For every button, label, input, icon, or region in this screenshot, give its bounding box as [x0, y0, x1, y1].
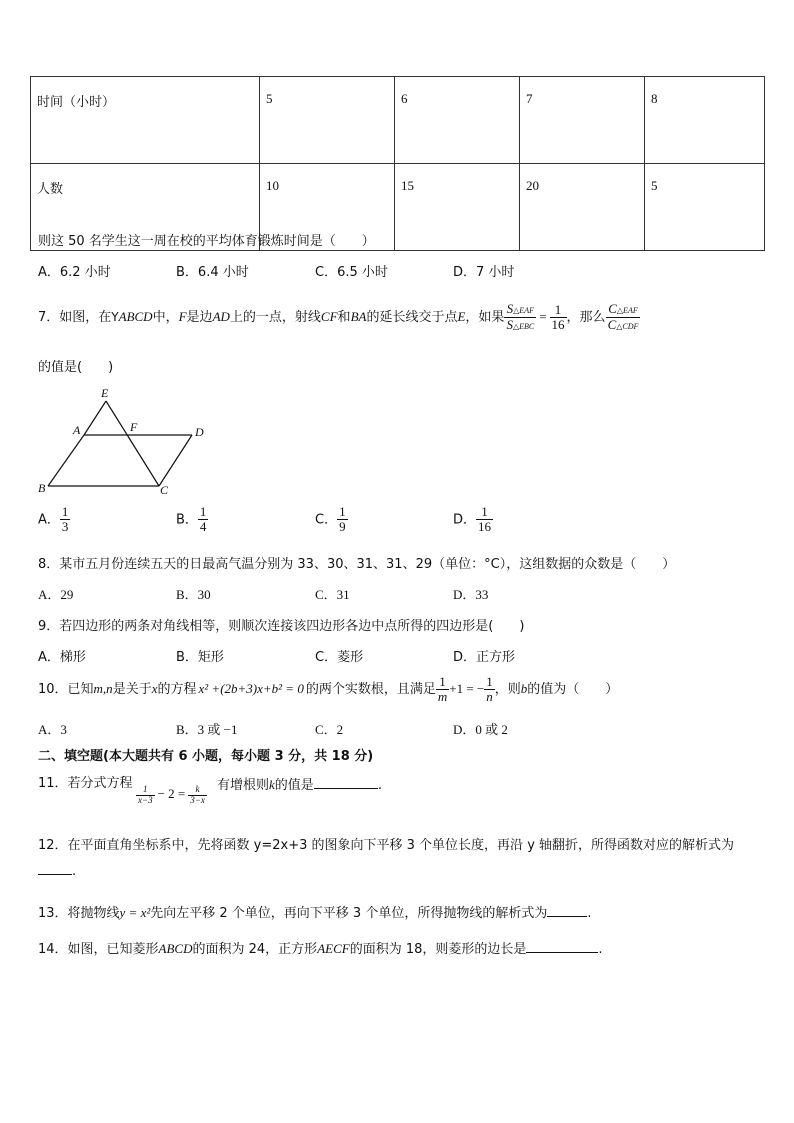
- q7-var-cf: CF: [320, 309, 338, 324]
- label-c: C: [160, 483, 169, 496]
- q7-text: 上的一点，射线: [229, 310, 321, 325]
- table-cell: 人数: [31, 164, 260, 251]
- numerator: 1: [61, 504, 69, 519]
- option-fraction: [60, 505, 71, 535]
- s-letter: S: [506, 300, 514, 316]
- q10-stem: [38, 672, 618, 707]
- answer-blank[interactable]: [38, 874, 72, 875]
- one-sixteenth-fraction: [550, 303, 567, 333]
- plus-one-equals: +1 = −: [449, 681, 485, 696]
- q11-stem: [38, 770, 133, 798]
- numerator: k: [188, 785, 207, 796]
- q7-text: ，那么: [566, 310, 606, 325]
- denominator: 4: [199, 519, 207, 535]
- denominator: 3−x: [190, 794, 205, 805]
- table-cell: 7: [520, 77, 645, 164]
- q8-option-c: C．31: [315, 587, 350, 602]
- q10-var-x: x: [151, 681, 158, 696]
- option-label: B．: [176, 512, 198, 528]
- quadratic-equation: x² +(2b+3)x+b² = 0: [198, 681, 304, 696]
- s-subscript: △EBC: [512, 322, 535, 331]
- q7-var-abcd: ABCD: [118, 309, 153, 324]
- answer-blank[interactable]: [547, 916, 587, 917]
- q7-stem: [38, 300, 640, 335]
- q14-text: 的面积为 24，正方形: [192, 942, 318, 957]
- q7-option-a: [38, 505, 70, 535]
- q7-text: 的延长线交于点: [366, 310, 458, 325]
- segment-ba: [48, 435, 84, 486]
- q7-var-f: F: [178, 309, 187, 324]
- label-f: F: [130, 420, 138, 434]
- option-fraction: [476, 505, 493, 535]
- k-over-3-minus-x-fraction: [188, 785, 207, 806]
- q11-var-k: k: [269, 777, 275, 792]
- q10-option-b: B．3 或 −1: [176, 722, 238, 737]
- table-cell: 20: [520, 164, 645, 251]
- q12-answer-line: [38, 864, 76, 879]
- q10-text: 是关于: [112, 682, 152, 697]
- numerator: 1: [199, 504, 207, 519]
- q11-end: .: [377, 778, 382, 793]
- q14-stem: [38, 938, 603, 957]
- q13-end: .: [587, 906, 592, 921]
- q13-text: 先向左平移 2 个单位，再向下平移 3 个单位，所得抛物线的解析式为: [150, 906, 548, 921]
- one-over-n-fraction: [484, 675, 495, 705]
- answer-blank[interactable]: [526, 952, 598, 953]
- section-heading: 二、填空题(本大题共有 6 小题，每小题 3 分，共 18 分): [38, 749, 374, 764]
- table-cell: 5: [645, 164, 765, 251]
- perimeter-ratio-fraction: [606, 302, 641, 334]
- segment-ec: [106, 401, 159, 486]
- c-subscript: △EAF: [616, 305, 638, 315]
- q14-end: .: [598, 942, 603, 957]
- denominator: x−3: [138, 794, 153, 805]
- table-cell: 5: [260, 77, 395, 164]
- q8-option-b: B．30: [176, 587, 211, 602]
- q7-var-e: E: [457, 309, 466, 324]
- q7-text: 中，: [152, 310, 179, 325]
- q10-var-b: b: [520, 681, 528, 696]
- q10-option-c: C．2: [315, 722, 344, 737]
- q7-var-ba: BA: [350, 309, 367, 324]
- c-subscript: △CDF: [616, 322, 639, 331]
- segment-ae: [84, 401, 106, 435]
- q14-var-abcd: ABCD: [158, 941, 193, 956]
- q7-var-ad: AD: [212, 309, 230, 324]
- q13-text: 13．将抛物线: [38, 906, 120, 921]
- q10-option-d: D．0 或 2: [453, 722, 508, 737]
- option-label: D．: [453, 512, 477, 528]
- label-e: E: [101, 386, 109, 400]
- s-letter: S: [506, 317, 513, 332]
- data-table: [30, 76, 765, 251]
- q11-stem-rest: [217, 774, 382, 793]
- answer-blank[interactable]: [314, 788, 378, 789]
- q6-option-b: B．6.4 小时: [176, 265, 249, 280]
- q8-option-a: A．29: [38, 587, 74, 602]
- q7-text: 是边: [186, 310, 213, 325]
- q11-text: 11．若分式方程: [38, 776, 133, 791]
- q12-end: .: [72, 864, 77, 879]
- denominator: 3: [61, 519, 69, 535]
- table-cell: 时间（小时）: [31, 77, 260, 164]
- q9-option-c: C．菱形: [315, 650, 364, 665]
- q9-option-b: B．矩形: [176, 650, 224, 665]
- q10-text: 的两个实数根，且满足: [305, 682, 436, 697]
- numerator: 1: [476, 505, 493, 520]
- one-over-x-minus-3-fraction: [136, 785, 155, 806]
- q8-option-d: D．33: [453, 587, 489, 602]
- table-cell: 6: [395, 77, 520, 164]
- q10-text: 的方程: [157, 682, 197, 697]
- numerator: 1: [136, 785, 155, 796]
- q9-option-a: A．梯形: [38, 650, 86, 665]
- denominator: 16: [551, 317, 565, 332]
- parabola-equation: y = x²: [119, 905, 151, 920]
- table-row: [31, 77, 765, 164]
- numerator: 1: [550, 303, 567, 318]
- option-label: A．: [38, 512, 60, 528]
- q12-stem: 12．在平面直角坐标系中，先将函数 y=2x+3 的图象向下平移 3 个单位长度，再沿 y 轴翻折，所得函数对应的解析式为: [38, 838, 735, 853]
- q7-text: 7．如图，在: [38, 310, 112, 325]
- c-letter: C: [607, 317, 617, 332]
- minus-two-equals: − 2 =: [157, 785, 186, 801]
- denominator: m: [437, 689, 448, 704]
- q10-option-a: A．3: [38, 722, 67, 737]
- q7-option-c: [315, 505, 348, 535]
- q10-text: 的值为（ ）: [527, 682, 619, 697]
- table-cell: 15: [395, 164, 520, 251]
- q10-var-mn: m,n: [93, 681, 113, 696]
- numerator: 1: [436, 675, 449, 690]
- q7-option-b: [176, 505, 208, 535]
- q13-stem: [38, 902, 591, 921]
- area-ratio-fraction: [504, 302, 536, 334]
- q10-text: ，则: [494, 682, 521, 697]
- q14-text: 14．如图，已知菱形: [38, 942, 159, 957]
- denominator: 16: [478, 519, 492, 535]
- parallelogram-figure: [34, 384, 214, 496]
- parallelogram-symbol: Y: [111, 310, 119, 324]
- q10-text: 10．已知: [38, 682, 94, 697]
- q8-stem: 8．某市五月份连续五天的日最高气温分别为 33、30、31、31、29（单位：°C），这组数据的众数是（ ）: [38, 557, 676, 572]
- q9-option-d: D．正方形: [453, 650, 516, 665]
- q7-stem-line2: 的值是( ): [38, 360, 114, 375]
- q6-stem: 则这 50 名学生这一周在校的平均体育锻炼时间是（ ）: [38, 234, 375, 249]
- table-cell: 8: [645, 77, 765, 164]
- q11-text: 有增根则: [217, 778, 270, 793]
- table-cell: 10: [260, 164, 395, 251]
- label-a: A: [73, 423, 81, 437]
- q7-option-d: [453, 505, 493, 535]
- denominator: 9: [339, 519, 346, 535]
- q6-option-a: A．6.2 小时: [38, 265, 111, 280]
- q11-equation: [136, 785, 207, 806]
- q14-var-aecf: AECF: [317, 941, 350, 956]
- q14-text: 的面积为 18，则菱形的边长是: [349, 942, 527, 957]
- q6-option-c: C．6.5 小时: [315, 265, 388, 280]
- q11-text: 的值是: [274, 778, 314, 793]
- q7-text: 和: [337, 310, 351, 325]
- one-over-m-fraction: [436, 675, 449, 705]
- s-subscript: △EAF: [513, 305, 534, 315]
- equals-sign: =: [539, 309, 547, 324]
- q9-stem: 9．若四边形的两条对角线相等，则顺次连接该四边形各边中点所得的四边形是( ): [38, 619, 525, 634]
- segment-dc: [159, 435, 192, 486]
- option-fraction: [198, 505, 209, 535]
- option-label: C．: [315, 512, 338, 528]
- q7-text: ，如果: [465, 310, 505, 325]
- label-d: D: [195, 425, 204, 439]
- option-fraction: [337, 505, 348, 535]
- numerator: 1: [486, 673, 493, 689]
- denominator: n: [486, 689, 493, 704]
- numerator: 1: [339, 504, 346, 519]
- label-b: B: [38, 481, 46, 495]
- c-letter: C: [608, 300, 617, 316]
- q6-option-d: D．7 小时: [453, 265, 515, 280]
